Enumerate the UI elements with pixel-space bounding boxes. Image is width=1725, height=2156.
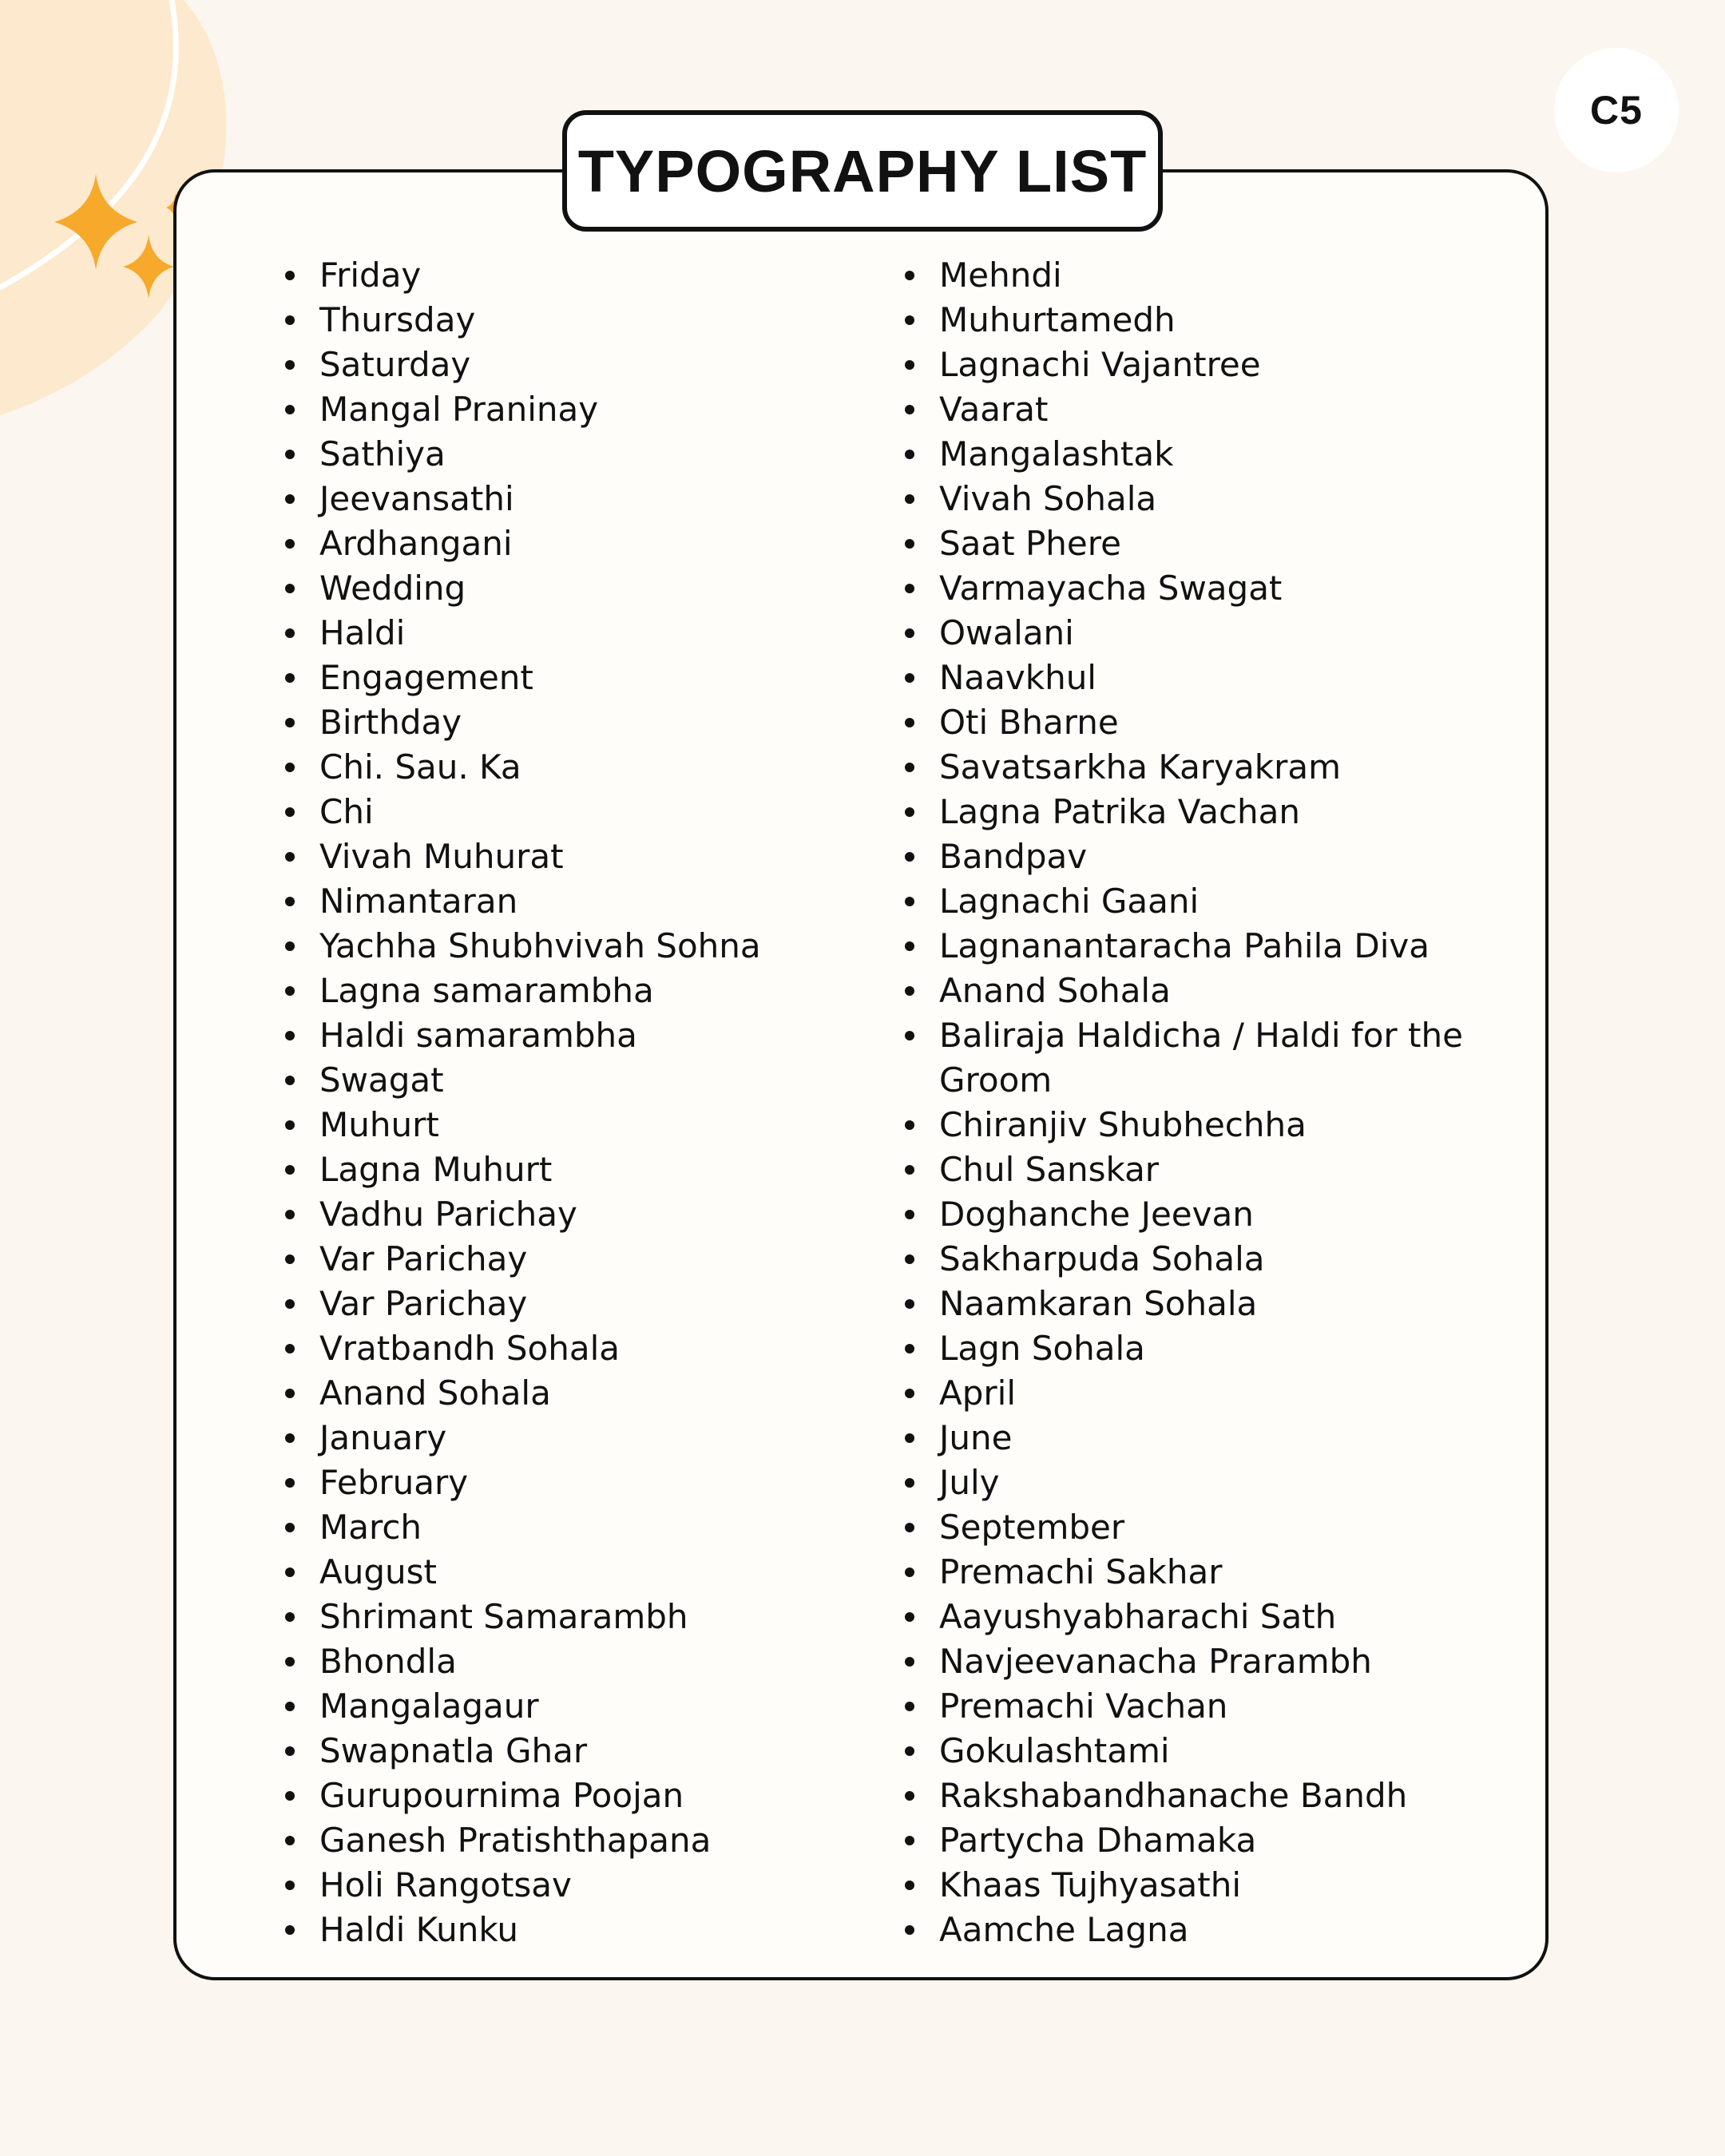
list-item: June [891,1416,1498,1460]
list-item: Premachi Vachan [891,1684,1498,1729]
list-item: Navjeevanacha Prarambh [891,1639,1498,1684]
list-item: Saturday [272,343,831,387]
list-item: Rakshabandhanache Bandh [891,1774,1498,1818]
list-item: Sathiya [272,432,831,477]
list-item: Friday [272,253,831,298]
page-badge [1554,48,1679,172]
list-item: Swagat [272,1058,831,1103]
list-item: Chi [272,790,831,834]
list-item: July [891,1460,1498,1505]
list-item: Lagna Muhurt [272,1147,831,1192]
list-item: Var Parichay [272,1282,831,1326]
title-text: TYPOGRAPHY LIST [577,137,1148,204]
list-item: August [272,1550,831,1595]
list-item: Oti Bharne [891,700,1498,745]
list-item: Lagnanantaracha Pahila Diva [891,924,1498,969]
list-item: March [272,1505,831,1550]
list-item: September [891,1505,1498,1550]
list-item: Gokulashtami [891,1729,1498,1774]
list-item: Vivah Sohala [891,477,1498,521]
list-item: Vivah Muhurat [272,834,831,879]
list-item: Premachi Sakhar [891,1550,1498,1595]
list-item: Sakharpuda Sohala [891,1237,1498,1282]
list-item: Varmayacha Swagat [891,566,1498,611]
list-item: Mangalashtak [891,432,1498,477]
list-item: Chi. Sau. Ka [272,745,831,790]
list-item: Ardhangani [272,521,831,566]
list-item: Chul Sanskar [891,1147,1498,1192]
list-item: Naavkhul [891,656,1498,700]
list-item: Mangalagaur [272,1684,831,1729]
list-item: Savatsarkha Karyakram [891,745,1498,790]
list-item: Lagna Patrika Vachan [891,790,1498,834]
list-item: Haldi [272,611,831,656]
list-item: April [891,1371,1498,1416]
list-item: Vaarat [891,387,1498,432]
list-item: Saat Phere [891,521,1498,566]
list-item: January [272,1416,831,1460]
list-item: Anand Sohala [272,1371,831,1416]
list-item: Vadhu Parichay [272,1192,831,1237]
list-item: Doghanche Jeevan [891,1192,1498,1237]
list-item: Haldi samarambha [272,1013,831,1058]
list-item: Lagn Sohala [891,1326,1498,1371]
list-item: Aamche Lagna [891,1908,1498,1952]
right-column-list [891,253,1498,1952]
list-item: Birthday [272,700,831,745]
list-item: Wedding [272,566,831,611]
list-item: Muhurtamedh [891,298,1498,343]
list-item: Lagnachi Gaani [891,879,1498,924]
list-item: Jeevansathi [272,477,831,521]
list-item: Bhondla [272,1639,831,1684]
list-item: Anand Sohala [891,969,1498,1013]
list-item: Naamkaran Sohala [891,1282,1498,1326]
left-column-list [272,253,831,1952]
list-item: Baliraja Haldicha / Haldi for the Groom [891,1013,1498,1103]
list-item: Muhurt [272,1103,831,1147]
list-item: Engagement [272,656,831,700]
list-item: Haldi Kunku [272,1908,831,1952]
list-item: Gurupournima Poojan [272,1774,831,1818]
list-item: Swapnatla Ghar [272,1729,831,1774]
list-item: Chiranjiv Shubhechha [891,1103,1498,1147]
page-title [562,110,1163,232]
list-item: Yachha Shubhvivah Sohna [272,924,831,969]
list-item: Holi Rangotsav [272,1863,831,1908]
list-item: Mehndi [891,253,1498,298]
badge-label: C5 [1590,88,1643,133]
list-item: February [272,1460,831,1505]
list-item: Var Parichay [272,1237,831,1282]
list-item: Vratbandh Sohala [272,1326,831,1371]
list-item: Thursday [272,298,831,343]
list-item: Ganesh Pratishthapana [272,1818,831,1863]
list-item: Owalani [891,611,1498,656]
list-item: Nimantaran [272,879,831,924]
list-item: Lagnachi Vajantree [891,343,1498,387]
list-item: Aayushyabharachi Sath [891,1595,1498,1639]
list-item: Lagna samarambha [272,969,831,1013]
list-item: Mangal Praninay [272,387,831,432]
list-item: Bandpav [891,834,1498,879]
list-item: Khaas Tujhyasathi [891,1863,1498,1908]
list-item: Partycha Dhamaka [891,1818,1498,1863]
list-item: Shrimant Samarambh [272,1595,831,1639]
